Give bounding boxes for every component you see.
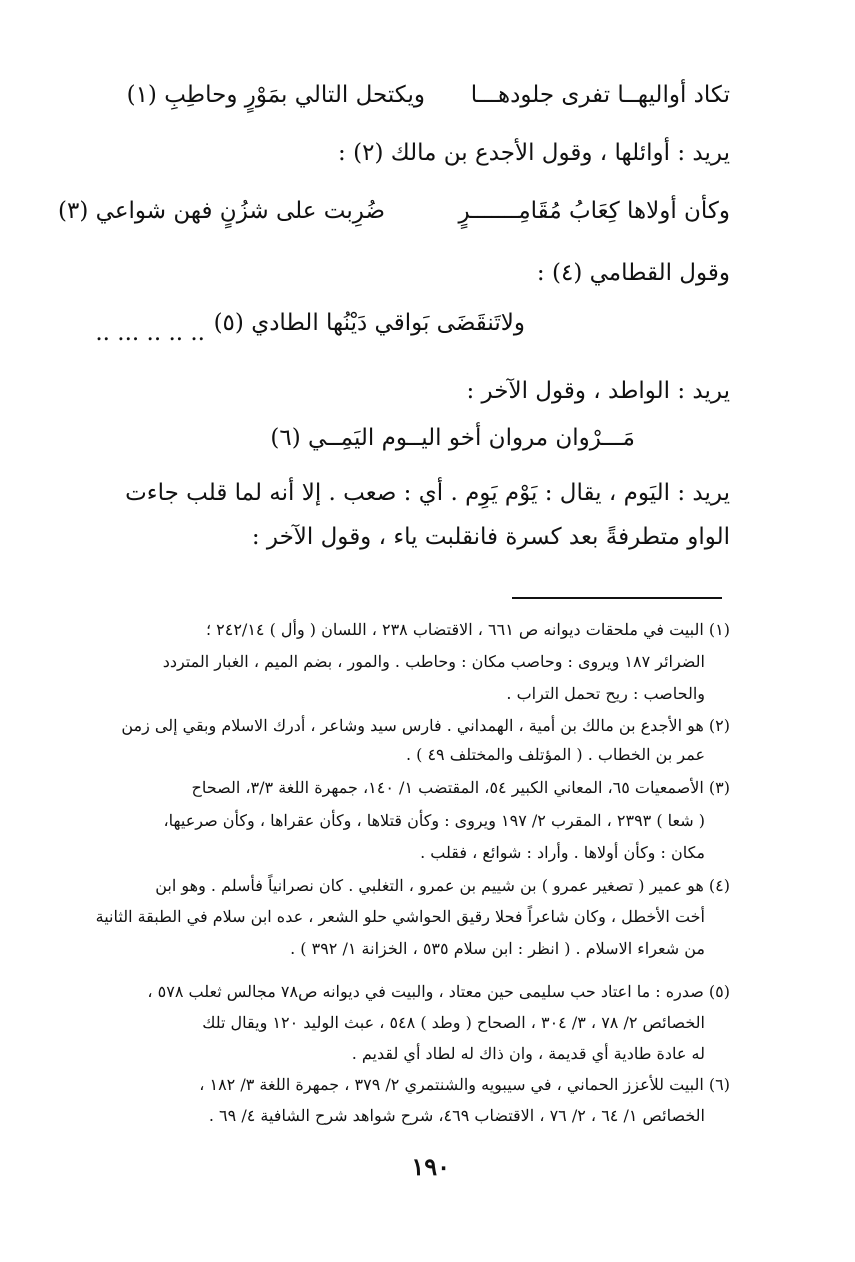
footnote-1-line-2: الضرائر ١٨٧ ويروى : وحاصب مكان : وحاطب . والمور ، بضم الميم ، الغبار المتردد [162,652,705,671]
page-number: ١٩٠ [411,1152,450,1181]
footnote-1-line-1: (١) البيت في ملحقات ديوانه ص ٦٦١ ، الاقتضاب ٢٣٨ ، اللسان ( وأل ) ٢٤٢/١٤ ؛ [205,620,730,639]
text-line-1: يريد : أوائلها ، وقول الأجدع بن مالك (٢) : [338,140,730,166]
verse-4-line: مَـــرْوان مروان أخو اليــوم اليَمِــي (٦) [270,425,635,451]
text-line-2: وقول القطامي (٤) : [536,260,730,286]
verse-1-second-hemistich: ويكتحل التالي بمَوْرٍ وحاطِبِ (١) [126,82,425,108]
footnote-divider [512,597,722,599]
verse-1-first-hemistich: تكاد أواليهــا تفرى جلودهـــا [470,82,730,108]
footnote-5-line-2: الخصائص ٢/ ٧٨ ، ٣/ ٣٠٤ ، الصحاح ( وطد ) ٥٤٨ ، عبث الوليد ١٢٠ ويقال تلك [202,1013,705,1032]
footnote-4-line-1: (٤) هو عمير ( تصغير عمرو ) بن شييم بن عمرو ، التغلبي . كان نصرانياً فأسلم . وهو ابن [155,876,730,895]
verse-3-line: ولاتَنقَضَى بَواقي دَيْنُها الطادي (٥) [213,310,525,336]
footnote-6-line-2: الخصائص ١/ ٦٤ ، ٢/ ٧٦ ، الاقتضاب ٤٦٩، شرح شواهد شرح الشافية ٤/ ٦٩ . [208,1106,705,1125]
verse-2-second-hemistich: ضُرِبت على شزُنٍ فهن شواعي (٣) [58,198,385,224]
footnote-6-line-1: (٦) البيت للأعزز الحماني ، في سيبويه والشنتمري ٢/ ٣٧٩ ، جمهرة اللغة ٣/ ١٨٢ ، [199,1075,730,1094]
footnote-4-line-3: من شعراء الاسلام . ( انظر : ابن سلام ٥٣٥ ، الخزانة ١/ ٣٩٢ ) . [290,939,705,958]
footnote-3-line-1: (٣) الأصمعيات ٦٥، المعاني الكبير ٥٤، المقتضب ١/ ١٤٠، جمهرة اللغة ٣/٣، الصحاح [191,778,730,797]
footnote-3-line-2: ( شعا ) ٢٣٩٣ ، المقرب ٢/ ١٩٧ ويروى : وكأن قتلاها ، وكأن عقراها ، وكأن صرعيها، [163,811,705,830]
text-line-4: يريد : اليَوم ، يقال : يَوْم يَوِم . أي : صعب . إلا أنه لما قلب جاءت [125,480,730,506]
footnote-3-line-3: مكان : وكأن أولاها . وأراد : شوائع ، فقلب . [420,843,705,862]
verse-3-dots: .. .. .. ... .. [95,320,205,346]
footnote-2-line-2: عمر بن الخطاب . ( المؤتلف والمختلف ٤٩ ) . [405,745,705,764]
text-line-5: الواو متطرفةً بعد كسرة فانقلبت ياء ، وقول الآخر : [251,524,730,550]
footnote-4-line-2: أخت الأخطل ، وكان شاعراً فحلا رقيق الحواشي حلو الشعر ، عده ابن سلام في الطبقة الثانية [95,907,705,926]
text-line-3: يريد : الواطد ، وقول الآخر : [466,378,730,404]
footnote-1-line-3: والحاصب : ريح تحمل التراب . [506,684,705,703]
footnote-2-line-1: (٢) هو الأجدع بن مالك بن أمية ، الهمداني . فارس سيد وشاعر ، أدرك الاسلام وبقي إلى زمن [121,716,730,735]
verse-2-first-hemistich: وكأن أولاها كِعَابُ مُقَامِـــــــرٍ [458,198,730,224]
footnote-5-line-3: له عادة طادية أي قديمة ، وان ذاك له لطاد أي لقديم . [351,1044,705,1063]
footnote-5-line-1: (٥) صدره : ما اعتاد حب سليمى حين معتاد ، والبيت في ديوانه ص٧٨ مجالس ثعلب ٥٧٨ ، [147,982,730,1001]
